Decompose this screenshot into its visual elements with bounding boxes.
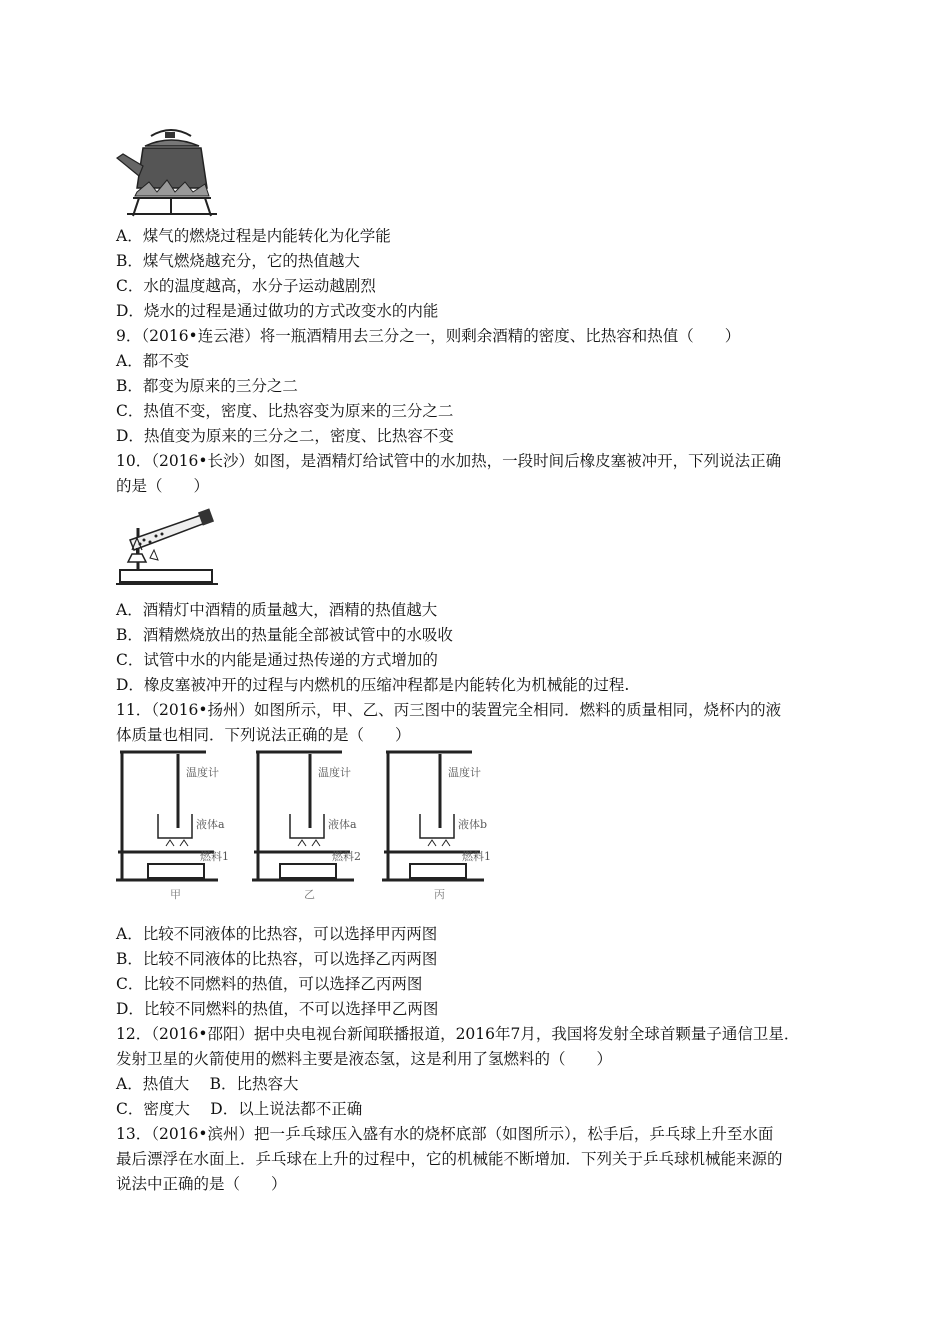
q8-option-c: C．水的温度越高，水分子运动越剧烈 [116, 277, 376, 295]
q9-option-a: A．都不变 [116, 352, 190, 370]
q10-option-c: C．试管中水的内能是通过热传递的方式增加的 [116, 651, 438, 669]
label-thermometer-jia: 温度计 [186, 766, 219, 779]
q9-option-d: D．热值变为原来的三分之二，密度、比热容不变 [116, 427, 454, 445]
q10-option-d: D．橡皮塞被冲开的过程与内燃机的压缩冲程都是内能转化为机械能的过程. [116, 676, 630, 694]
q8-option-b: B．煤气燃烧越充分，它的热值越大 [116, 252, 360, 270]
apparatus-jia [116, 752, 229, 901]
apparatus-yi [252, 752, 361, 901]
q12-stem-line2: 发射卫星的火箭使用的燃料主要是液态氢，这是利用了氢燃料的（ ） [116, 1050, 613, 1068]
q11-option-a: A．比较不同液体的比热容，可以选择甲丙两图 [116, 925, 438, 943]
label-fuel-bing: 燃料1 [462, 850, 491, 863]
q10-option-a: A．酒精灯中酒精的质量越大，酒精的热值越大 [116, 601, 438, 619]
apparatus-bing [382, 752, 491, 901]
kettle-figure [113, 126, 219, 220]
q12-options-row1: A．热值大 B．比热容大 [116, 1075, 299, 1093]
q13-stem-line2: 最后漂浮在水面上．乒乓球在上升的过程中，它的机械能不断增加．下列关于乒乓球机械能来源的 [116, 1150, 783, 1168]
test-tube-heating-figure [114, 500, 222, 592]
q10-stem-line1: 10．（2016•长沙）如图，是酒精灯给试管中的水加热，一段时间后橡皮塞被冲开，下列说法正确 [116, 452, 782, 470]
q13-stem-line3: 说法中正确的是（ ） [116, 1175, 287, 1193]
caption-yi: 乙 [304, 888, 315, 901]
label-fuel-jia: 燃料1 [200, 850, 229, 863]
q9-option-b: B．都变为原来的三分之二 [116, 377, 298, 395]
caption-bing: 丙 [434, 888, 445, 901]
q11-stem-line1: 11．（2016•扬州）如图所示，甲、乙、丙三图中的装置完全相同．燃料的质量相同，烧杯内的液 [116, 701, 782, 719]
q11-option-b: B．比较不同液体的比热容，可以选择乙丙两图 [116, 950, 438, 968]
caption-jia: 甲 [170, 888, 181, 901]
label-liquid-jia: 液体a [196, 818, 225, 831]
label-thermometer-bing: 温度计 [448, 766, 481, 779]
q11-stem-line2: 体质量也相同．下列说法正确的是（ ） [116, 726, 411, 744]
q8-option-d: D．烧水的过程是通过做功的方式改变水的内能 [116, 302, 439, 320]
three-apparatus-figure [114, 746, 514, 906]
label-thermometer-yi: 温度计 [318, 766, 351, 779]
q10-stem-line2: 的是（ ） [116, 477, 210, 495]
q9-option-c: C．热值不变，密度、比热容变为原来的三分之二 [116, 402, 454, 420]
q11-option-c: C．比较不同燃料的热值，可以选择乙丙两图 [116, 975, 423, 993]
q8-option-a: A．煤气的燃烧过程是内能转化为化学能 [116, 227, 391, 245]
q13-stem-line1: 13．（2016•滨州）把一乒乓球压入盛有水的烧杯底部（如图所示），松手后，乒乓球上升至水面 [116, 1125, 774, 1143]
q10-option-b: B．酒精燃烧放出的热量能全部被试管中的水吸收 [116, 626, 453, 644]
q11-option-d: D．比较不同燃料的热值，不可以选择甲乙两图 [116, 1000, 439, 1018]
label-liquid-yi: 液体a [328, 818, 357, 831]
label-liquid-bing: 液体b [458, 818, 488, 831]
q12-options-row2: C．密度大 D．以上说法都不正确 [116, 1100, 363, 1118]
q9-stem: 9．（2016•连云港）将一瓶酒精用去三分之一，则剩余酒精的密度、比热容和热值（ ） [116, 327, 741, 345]
q12-stem-line1: 12．（2016•邵阳）据中央电视台新闻联播报道，2016年7月，我国将发射全球首颗量子通信卫星． [116, 1025, 800, 1043]
label-fuel-yi: 燃料2 [332, 850, 361, 863]
